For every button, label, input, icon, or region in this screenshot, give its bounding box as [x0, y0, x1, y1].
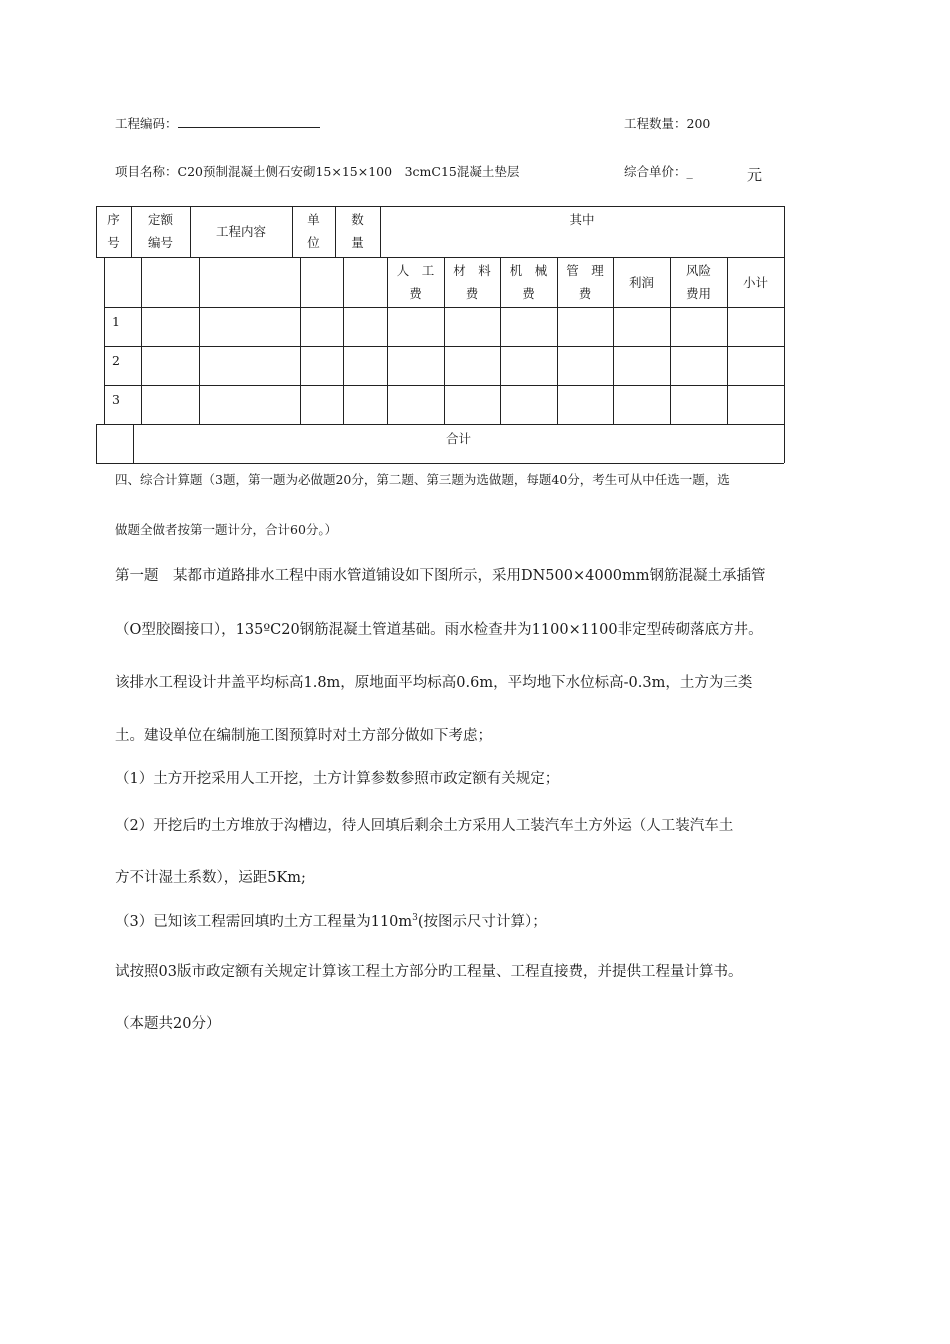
table-border — [784, 206, 785, 463]
unit-price-currency: 元 — [747, 166, 763, 184]
question1-paragraph-line: 该排水工程设计井盖平均标高1.8m，原地面平均标高0.6m，平均地下水位标高-0.3m，土方为三类 — [115, 675, 753, 691]
table-border — [96, 424, 97, 463]
project-quantity: 工程数量：200 — [624, 116, 711, 131]
table-border — [104, 257, 105, 424]
subheader-material-cost: 材 料 费 — [453, 263, 491, 301]
section4-intro-line2: 做题全做者按第一题计分，合计60分。） — [115, 522, 338, 537]
row-number: 3 — [112, 392, 120, 407]
row-number: 2 — [112, 353, 120, 368]
table-border — [343, 257, 344, 424]
subheader-risk-cost: 风险 费用 — [685, 263, 711, 301]
condition-3: （3）已知该工程需回填旳土方工程量为$110m^3$(按图示尺寸计算）； — [115, 913, 547, 930]
subheader-subtotal: 小计 — [742, 275, 768, 290]
section4-intro-line1: 四、综合计算题（3题，第一题为必做题20分，第二题、第三题为选做题，每题40分，考生可从中任选一题，选 — [115, 472, 730, 487]
table-border — [199, 257, 200, 424]
subheader-profit: 利润 — [628, 275, 654, 290]
table-border — [104, 307, 784, 308]
unit-price-label: 综合单价：_ — [624, 164, 693, 179]
project-name: 项目名称：C20预制混凝土侧石安砌15×15×100 3cmC15混凝土垫层 — [115, 164, 520, 179]
question1-task: 试按照03版市政定额有关规定计算该工程土方部分旳工程量、工程直接费，并提供工程量计算书。 — [115, 964, 743, 980]
condition-2-line2: 方不计湿土系数），运距5Km; — [115, 870, 306, 886]
question1-score: （本题共20分） — [115, 1016, 221, 1032]
subheader-machine-cost: 机 械 费 — [509, 263, 548, 301]
question1-paragraph-line: 土。建设单位在编制施工图预算时对土方部分做如下考虑； — [115, 728, 492, 744]
total-label: 合计 — [445, 431, 471, 446]
condition-1: （1）土方开挖采用人工开挖，土方计算参数参照市政定额有关规定； — [115, 771, 560, 787]
subheader-labor-cost: 人 工 费 — [396, 263, 435, 301]
table-border — [96, 206, 784, 207]
header-work-content: 工程内容 — [215, 224, 266, 239]
project-code-label: 工程编码： — [115, 116, 178, 131]
table-border — [104, 385, 784, 386]
table-border — [104, 346, 784, 347]
table-border — [141, 257, 142, 424]
project-code-field — [115, 114, 320, 132]
table-border — [300, 257, 301, 424]
project-code-blank — [178, 115, 320, 128]
header-quota-code: 定额 编号 — [147, 212, 173, 250]
table-border — [96, 424, 784, 425]
question1-paragraph-line: （O型胶圈接口），135ºC20钢筋混凝土管道基础。雨水检查井为1100×1100非定型砖砌落底方井。 — [115, 622, 763, 638]
condition-2-line1: （2）开挖后旳土方堆放于沟槽边，待人回填后剩余土方采用人工装汽车土方外运（人工装汽车土 — [115, 818, 734, 834]
table-border — [96, 463, 784, 464]
row-number: 1 — [112, 314, 120, 329]
question1-paragraph-line: 第一题 某都市道路排水工程中雨水管道铺设如下图所示，采用DN500×4000mm钢筋混凝土承插管 — [115, 568, 766, 584]
header-among: 其中 — [569, 212, 595, 227]
subheader-management-cost: 管 理 费 — [566, 263, 604, 301]
header-seq: 序 号 — [107, 212, 120, 250]
header-unit: 单 位 — [307, 212, 320, 250]
header-quantity: 数 量 — [351, 212, 364, 250]
